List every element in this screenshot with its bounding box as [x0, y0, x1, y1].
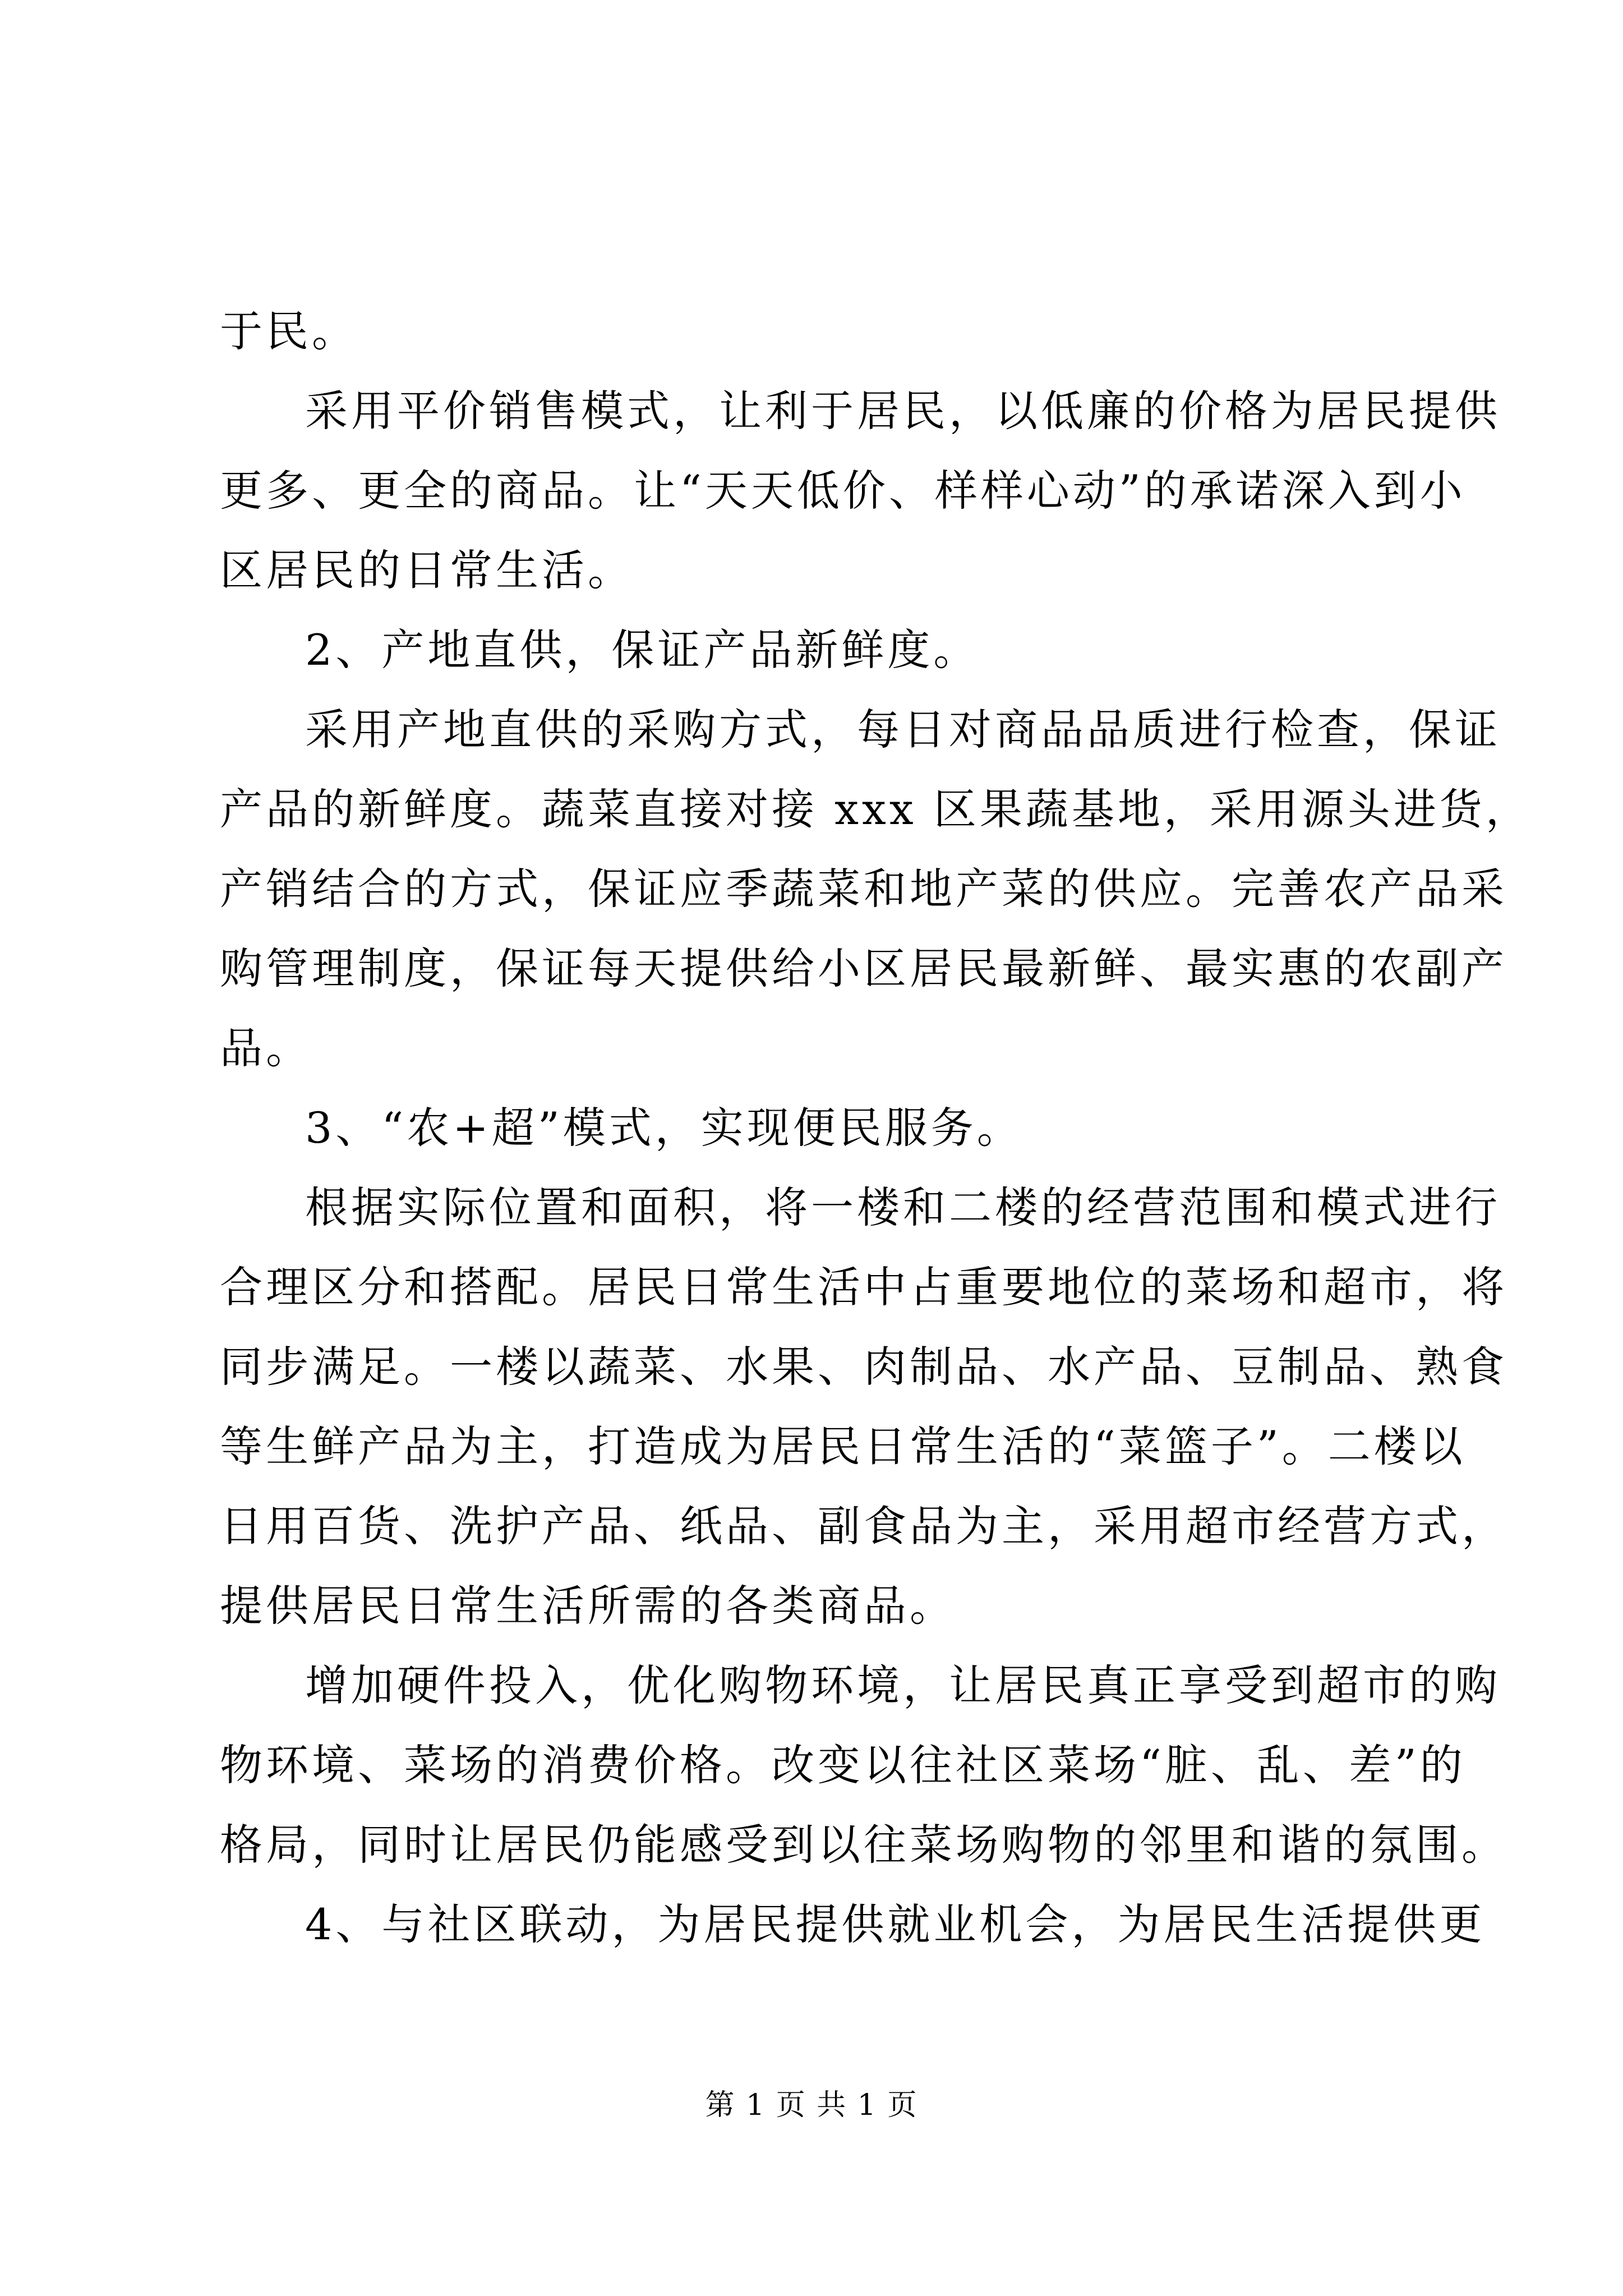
section-heading: 2、产地直供，保证产品新鲜度。	[305, 625, 980, 675]
text-line: 更多、更全的商品。让“天天低价、样样心动”的承诺深入到小	[220, 466, 1466, 516]
text-line: 产销结合的方式，保证应季蔬菜和地产菜的供应。完善农产品采	[220, 864, 1507, 914]
text-line: 合理区分和搭配。居民日常生活中占重要地位的菜场和超市，将	[220, 1262, 1507, 1312]
text-line: 提供居民日常生活所需的各类商品。	[220, 1581, 956, 1631]
section-heading: 4、与社区联动，为居民提供就业机会，为居民生活提供更	[305, 1899, 1486, 1949]
text-line: 于民。	[220, 306, 358, 356]
page-footer	[0, 2086, 1623, 2125]
page-number: 第 1 页 共 1 页	[705, 2088, 918, 2122]
text-line: 等生鲜产品为主，打造成为居民日常生活的“菜篮子”。二楼以	[220, 1421, 1466, 1471]
text-line: 区居民的日常生活。	[220, 545, 634, 595]
section-heading: 3、“农+超”模式，实现便民服务。	[305, 1103, 1023, 1153]
text-line: 增加硬件投入，优化购物环境，让居民真正享受到超市的购	[305, 1660, 1501, 1710]
text-line: 日用百货、洗护产品、纸品、副食品为主，采用超市经营方式，	[220, 1501, 1507, 1551]
text-line: 购管理制度，保证每天提供给小区居民最新鲜、最实惠的农副产	[220, 944, 1507, 993]
text-line: 采用平价销售模式，让利于居民，以低廉的价格为居民提供	[305, 386, 1501, 436]
text-line: 采用产地直供的采购方式，每日对商品品质进行检查，保证	[305, 705, 1501, 754]
text-line: 品。	[220, 1023, 312, 1073]
text-line: 格局，同时让居民仍能感受到以往菜场购物的邻里和谐的氛围。	[220, 1820, 1507, 1870]
text-line: 产品的新鲜度。蔬菜直接对接 xxx 区果蔬基地，采用源头进货，	[220, 784, 1532, 834]
document-body	[220, 292, 1532, 1964]
text-line: 根据实际位置和面积，将一楼和二楼的经营范围和模式进行	[305, 1182, 1501, 1232]
text-line: 同步满足。一楼以蔬菜、水果、肉制品、水产品、豆制品、熟食	[220, 1342, 1507, 1392]
text-line: 物环境、菜场的消费价格。改变以往社区菜场“脏、乱、差”的	[220, 1740, 1466, 1790]
